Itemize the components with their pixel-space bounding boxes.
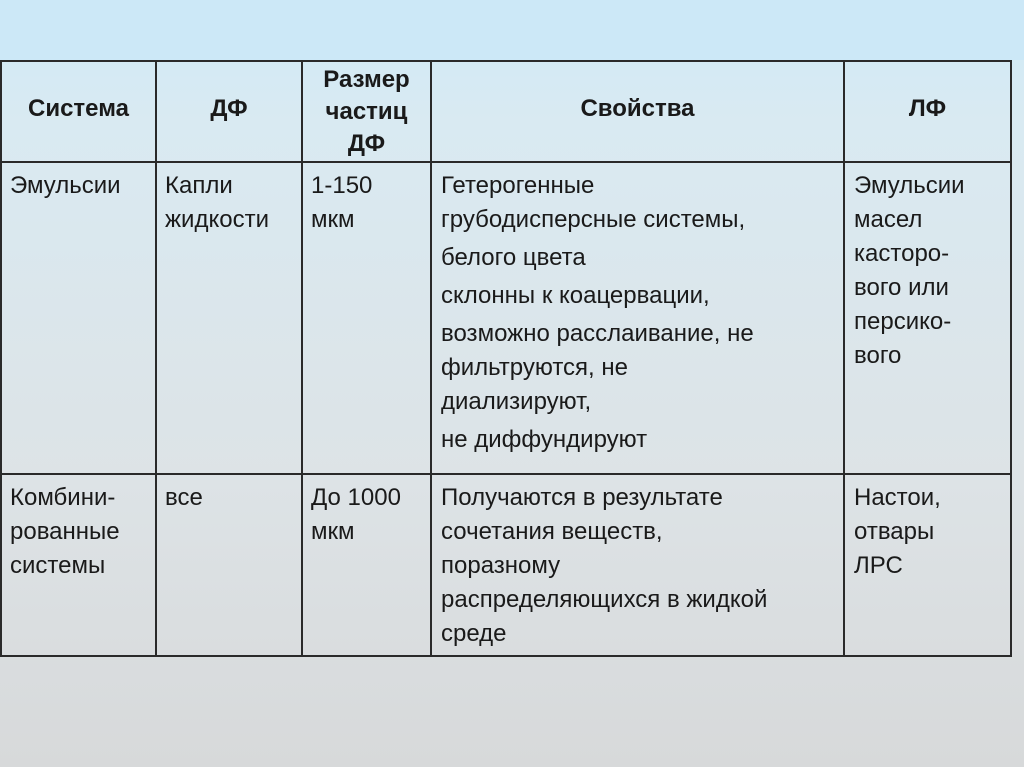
row1-property-2: белого цвета [441,244,586,271]
row2-df: все [165,484,203,511]
slide-title-band [0,0,1024,60]
header-particle-size: Размер частиц ДФ [323,66,410,157]
row1-property-5: не диффундируют [441,426,648,453]
row2-properties [441,481,841,651]
data-table [0,60,1024,657]
header-lf: ЛФ [908,95,947,122]
row1-property-1: Гетерогенные грубодисперсные системы, [441,172,746,233]
table-border-bottom [0,655,1012,657]
col-border-left [0,60,2,657]
row2-lf: Настои, отвары ЛРС [854,484,941,579]
row1-lf: Эмульсии масел касторо- вого или персико- вого [854,172,965,369]
row-separator [0,473,1012,475]
header-separator [0,161,1012,163]
row2-system: Комбини- рованные системы [10,484,120,579]
header-properties: Свойства [580,95,695,122]
table-border-top [0,60,1012,62]
row2-property-1: Получаются в результате сочетания веществ, поразному распределяющихся в жидкой среде [441,484,768,647]
row1-df: Капли жидкости [165,172,269,233]
col-border-right [1010,60,1012,657]
header-system: Система [27,95,129,122]
col-border-4 [843,60,845,657]
row1-size: 1-150 мкм [311,172,373,233]
col-border-3 [430,60,432,657]
col-border-1 [155,60,157,657]
row1-property-3: склонны к коацервации, [441,282,710,309]
row2-size: До 1000 мкм [311,484,401,545]
row1-properties [441,169,841,457]
row1-property-4: возможно расслаивание, не фильтруются, не диализируют, [441,320,754,415]
header-df: ДФ [210,95,248,122]
row1-system: Эмульсии [10,172,121,199]
